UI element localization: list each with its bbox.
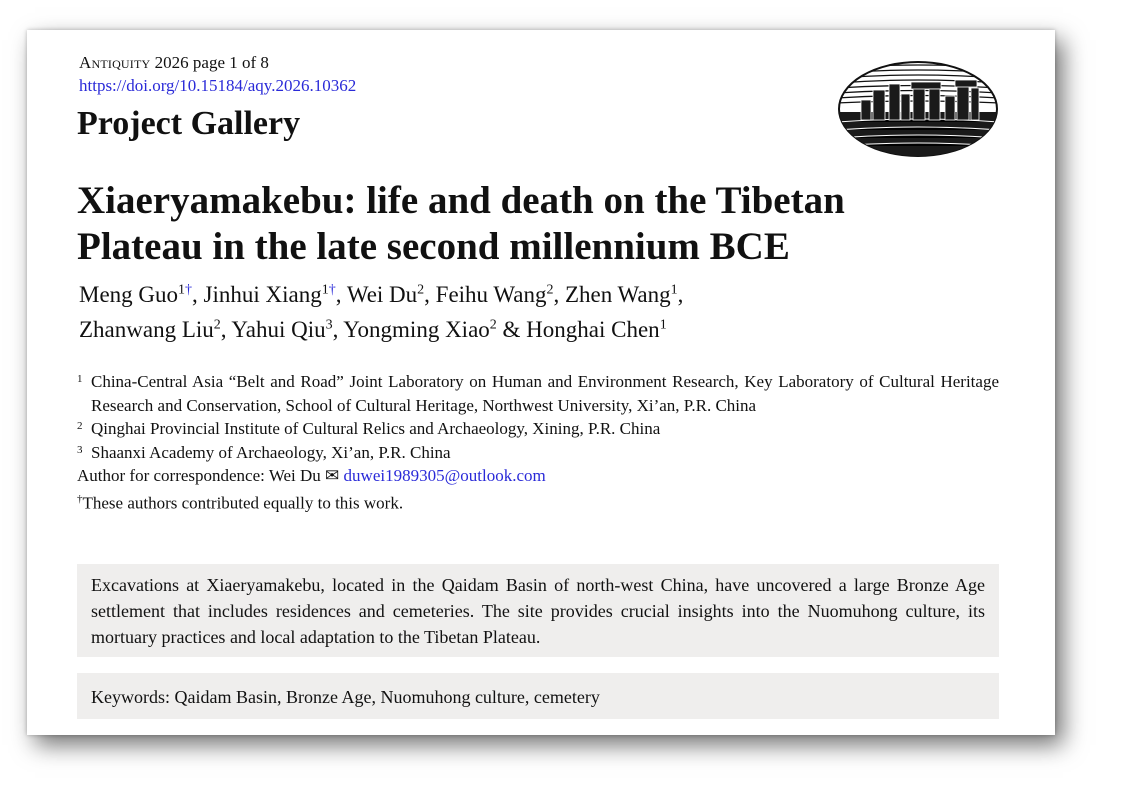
author-list — [79, 277, 979, 347]
equal-contribution-note — [77, 488, 999, 515]
author-name: Feihu Wang — [435, 282, 547, 307]
author-affiliation-mark — [214, 317, 221, 332]
author-affiliation-mark — [178, 282, 192, 297]
keywords-box: Keywords: Qaidam Basin, Bronze Age, Nuomuhong culture, cemetery — [77, 673, 999, 719]
correspondence-label: Author for correspondence: Wei Du ✉ — [77, 466, 340, 485]
journal-name: Antiquity — [79, 53, 151, 72]
author-affiliation-mark — [326, 317, 333, 332]
affiliations — [77, 370, 999, 515]
section-label: Project Gallery — [77, 105, 301, 142]
affiliation-number: 2 — [77, 420, 83, 432]
dagger-link[interactable]: † — [185, 282, 193, 298]
affiliation-superscript: 2 — [417, 282, 425, 298]
affiliation-superscript: 2 — [213, 317, 221, 333]
affiliation-superscript: 1 — [670, 282, 678, 298]
author-affiliation-mark — [660, 317, 667, 332]
affiliation-superscript: 2 — [546, 282, 554, 298]
page-info: 2026 page 1 of 8 — [154, 53, 269, 72]
author-name: Yongming Xiao — [343, 317, 490, 342]
author-name: Zhen Wang — [564, 282, 671, 307]
affiliation-text: Shaanxi Academy of Archaeology, Xi’an, P.R. China — [91, 442, 451, 462]
abstract-box: Excavations at Xiaeryamakebu, located in the Qaidam Basin of north-west China, have uncovered a large Bronze Age settlement that includes residences and cemeteries. The site provides crucial insights into the Nuomuhong culture, its mortuary practices and local adaptation to the Tibetan Plateau. — [77, 564, 999, 657]
affiliation-number: 1 — [77, 373, 83, 385]
affiliation-superscript: 1 — [178, 282, 186, 298]
correspondence-email-link[interactable]: duwei1989305@outlook.com — [343, 466, 546, 485]
dagger-mark: † — [77, 492, 83, 505]
author-separator: , — [553, 282, 565, 307]
dagger-link[interactable]: † — [328, 282, 336, 298]
affiliation-superscript: 2 — [489, 317, 497, 333]
author-separator: & — [496, 317, 527, 342]
author-separator: , — [332, 317, 344, 342]
author-name: Honghai Chen — [526, 317, 660, 342]
equal-contribution-text: These authors contributed equally to this work. — [82, 493, 404, 513]
doi-link[interactable]: https://doi.org/10.15184/aqy.2026.10362 — [79, 76, 357, 95]
journal-line — [79, 53, 269, 73]
affiliation-text: China-Central Asia “Belt and Road” Joint Laboratory on Human and Environment Research, Key Laboratory of Cultural Heritage Research and Conservation, School of Cultural Heritage, Northwest University, Xi’an, P.R. China — [91, 372, 999, 415]
author-separator: , — [220, 317, 232, 342]
author-name: Jinhui Xiang — [203, 282, 322, 307]
author-separator: , — [335, 282, 347, 307]
affiliation-3 — [77, 441, 999, 465]
author-name: Yahui Qiu — [231, 317, 326, 342]
author-name: Wei Du — [346, 282, 418, 307]
author-affiliation-mark — [671, 282, 678, 297]
author-name: Meng Guo — [79, 282, 179, 307]
stonehenge-logo-icon — [837, 60, 999, 158]
author-separator: , — [192, 282, 204, 307]
author-affiliation-mark — [490, 317, 497, 332]
affiliation-2 — [77, 417, 999, 441]
author-affiliation-mark — [322, 282, 336, 297]
affiliation-number: 3 — [77, 443, 83, 456]
author-separator: , — [677, 282, 684, 307]
affiliation-superscript: 3 — [325, 317, 333, 333]
affiliation-superscript: 1 — [659, 317, 667, 333]
correspondence — [77, 464, 999, 488]
article-title: Xiaeryamakebu: life and death on the Tibetan Plateau in the late second millennium BCE — [77, 179, 845, 268]
affiliation-1 — [77, 370, 999, 417]
paper-page — [27, 30, 1055, 735]
affiliation-text: Qinghai Provincial Institute of Cultural Relics and Archaeology, Xining, P.R. China — [91, 419, 661, 438]
affiliation-superscript: 1 — [321, 282, 329, 298]
author-name: Zhanwang Liu — [79, 317, 214, 342]
author-separator: , — [424, 282, 436, 307]
